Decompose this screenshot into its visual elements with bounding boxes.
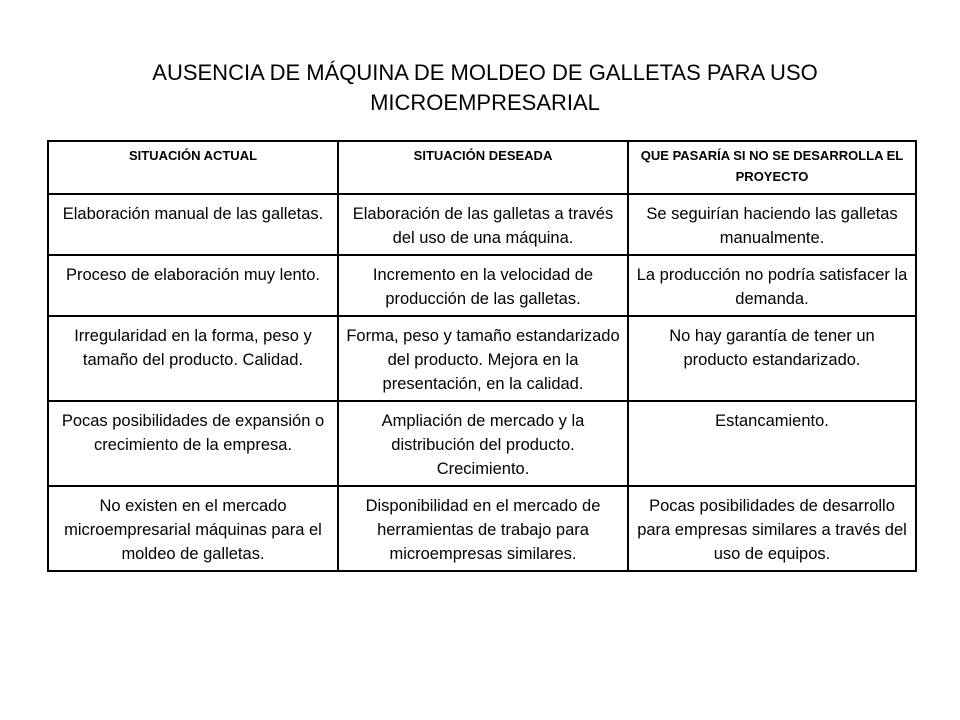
cell-desired-situation: Elaboración de las galletas a través del uso de una máquina.: [338, 194, 628, 255]
cell-current-situation: No existen en el mercado microempresarial máquinas para el moldeo de galletas.: [48, 486, 338, 571]
table-row: [48, 401, 916, 486]
cell-current-situation: Proceso de elaboración muy lento.: [48, 255, 338, 316]
cell-desired-situation: Forma, peso y tamaño estandarizado del producto. Mejora en la presentación, en la calidad.: [338, 316, 628, 401]
slide-title-line-1: AUSENCIA DE MÁQUINA DE MOLDEO DE GALLETAS PARA USO: [152, 60, 818, 85]
cell-desired-situation: Incremento en la velocidad de producción de las galletas.: [338, 255, 628, 316]
cell-if-not-developed: Se seguirían haciendo las galletas manualmente.: [628, 194, 916, 255]
slide-title: [60, 58, 910, 118]
cell-desired-situation: Ampliación de mercado y la distribución del producto. Crecimiento.: [338, 401, 628, 486]
table-row: [48, 316, 916, 401]
cell-if-not-developed: Estancamiento.: [628, 401, 916, 486]
cell-if-not-developed: Pocas posibilidades de desarrollo para empresas similares a través del uso de equipos.: [628, 486, 916, 571]
cell-if-not-developed: La producción no podría satisfacer la demanda.: [628, 255, 916, 316]
cell-current-situation: Pocas posibilidades de expansión o crecimiento de la empresa.: [48, 401, 338, 486]
cell-desired-situation: Disponibilidad en el mercado de herramientas de trabajo para microempresas similares.: [338, 486, 628, 571]
table-row: [48, 255, 916, 316]
header-desired-situation: SITUACIÓN DESEADA: [338, 141, 628, 194]
slide-title-line-2: MICROEMPRESARIAL: [370, 90, 600, 115]
cell-current-situation: Elaboración manual de las galletas.: [48, 194, 338, 255]
cell-current-situation: Irregularidad en la forma, peso y tamaño del producto. Calidad.: [48, 316, 338, 401]
table-row: [48, 486, 916, 571]
header-if-not-developed: QUE PASARÍA SI NO SE DESARROLLA EL PROYECTO: [628, 141, 916, 194]
table-header-row: [48, 141, 916, 194]
comparison-table: [47, 140, 917, 572]
table-row: [48, 194, 916, 255]
cell-if-not-developed: No hay garantía de tener un producto estandarizado.: [628, 316, 916, 401]
header-current-situation: SITUACIÓN ACTUAL: [48, 141, 338, 194]
